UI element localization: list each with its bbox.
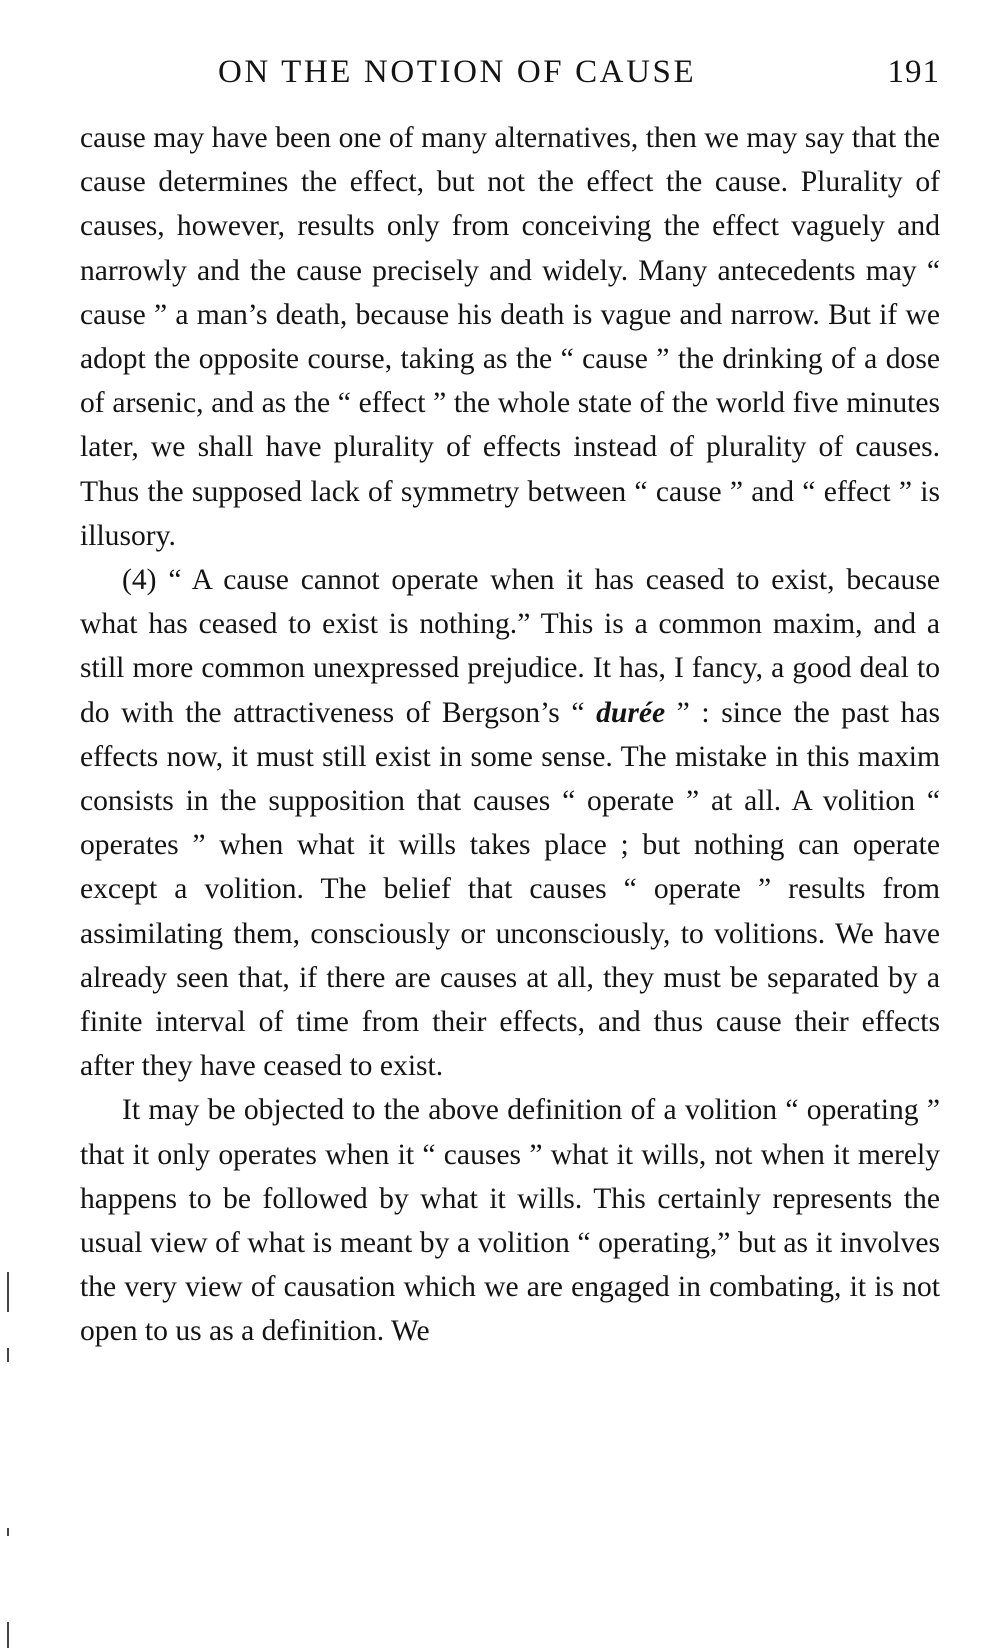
- scan-speck: [7, 1622, 9, 1648]
- paragraph-objection: It may be objected to the above definition of a volition “ operating ” that it only operates when it “ causes ” what it wills, not when it merely happens to be followed by what it wills. This certainly represents the usual view of what is meant by a volition “ operating,” but as it involves the very view of causation which we are engaged in combating, it is not open to us as a definition. We: [80, 1094, 940, 1348]
- page-number: 191: [887, 54, 940, 90]
- running-head: [80, 54, 940, 100]
- scan-speck: [7, 1272, 9, 1312]
- body-text: [80, 116, 940, 1354]
- italic-term: durée: [596, 696, 666, 729]
- paragraph-text: (4) “ A cause cannot operate when it has ceased to exist, because what has ceased to exist is nothing.” This is a common maxim, and a still more common unexpressed prejudice. It has, I fancy, a good deal to do with the attractiveness of Bergson’s “: [80, 564, 940, 729]
- scan-margin-marks: [0, 0, 20, 1652]
- paragraph-continuation: cause may have been one of many alternatives, then we may say that the cause determines the effect, but not the effect the cause. Plurality of causes, however, results only from conceiving the effect vaguely and narrowly and the cause precisely and widely. Many antecedents may “ cause ” a man’s death, because his death is vague and narrow. But if we adopt the opposite course, taking as the “ cause ” the drinking of a dose of arsenic, and as the “ effect ” the whole state of the world five minutes later, we shall have plurality of effects instead of plurality of causes. Thus the supposed lack of symmetry between “ cause ” and “ effect ” is illusory.: [80, 122, 940, 552]
- paragraph-text: ” : since the past has effects now, it must still exist in some sense. The mistake in this maxim consists in the supposition that causes “ operate ” at all. A volition “ operates ” when what it wills takes place ; but nothing can operate except a volition. The belief that causes “ operate ” results from assimilating them, consciously or unconsciously, to volitions. We have already seen that, if there are causes at all, they must be separated by a finite interval of time from their effects, and thus cause their effects after they have ceased to exist.: [80, 696, 940, 1083]
- scan-speck: [7, 1528, 9, 1536]
- paragraph-point-4: [80, 558, 940, 1088]
- scan-speck: [7, 1348, 9, 1362]
- running-title: ON THE NOTION OF CAUSE: [218, 54, 697, 90]
